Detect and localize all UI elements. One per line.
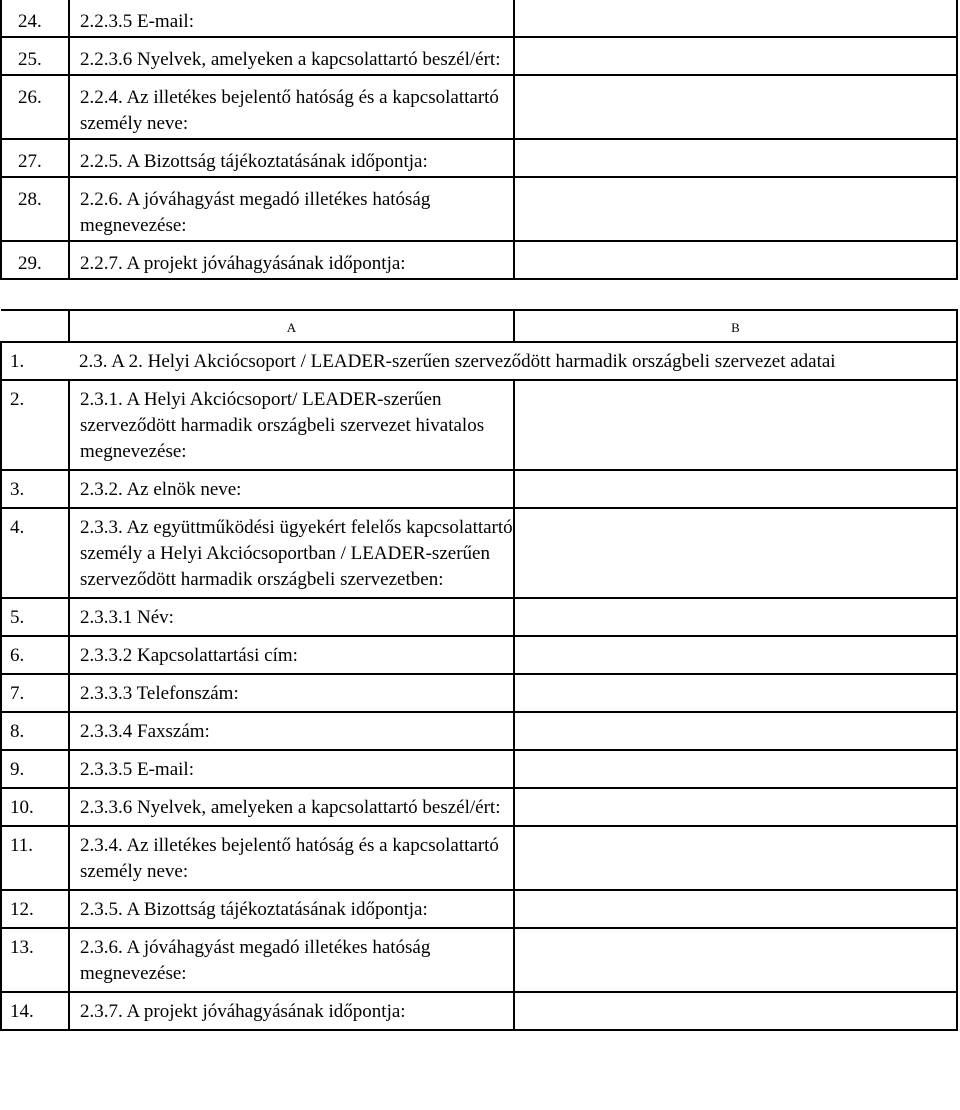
row-number: 24.: [1, 0, 69, 37]
field-label: 2.2.5. A Bizottság tájékoztatásának időpontja:: [69, 139, 514, 177]
form-row: [1, 712, 957, 750]
form-row: [1, 177, 957, 241]
field-value-cell[interactable]: [514, 712, 957, 750]
form-row: [1, 0, 957, 37]
upper-form-table-body: [1, 0, 957, 279]
row-number: 25.: [1, 37, 69, 75]
field-value-cell[interactable]: [514, 674, 957, 712]
row-number: 9.: [1, 750, 69, 788]
lower-form-table: [0, 309, 958, 1031]
form-row: [1, 241, 957, 279]
row-number: 12.: [1, 890, 69, 928]
column-header-b: B: [514, 310, 957, 342]
form-row: [1, 890, 957, 928]
field-label: 2.3.2. Az elnök neve:: [69, 470, 514, 508]
field-value-cell[interactable]: [514, 788, 957, 826]
form-row: [1, 788, 957, 826]
column-header-a: A: [69, 310, 514, 342]
row-number: 13.: [1, 928, 69, 992]
field-label: 2.2.3.5 E-mail:: [69, 0, 514, 37]
field-label: 2.3.7. A projekt jóváhagyásának időpontja:: [69, 992, 514, 1030]
field-label: 2.3.3.1 Név:: [69, 598, 514, 636]
form-row: [1, 37, 957, 75]
field-label: 2.2.6. A jóváhagyást megadó illetékes hatóság megnevezése:: [69, 177, 514, 241]
row-number: 8.: [1, 712, 69, 750]
field-label: 2.2.7. A projekt jóváhagyásának időpontja:: [69, 241, 514, 279]
form-row: [1, 139, 957, 177]
row-number: 11.: [1, 826, 69, 890]
column-header-row: [1, 310, 957, 342]
field-label: 2.3.3.3 Telefonszám:: [69, 674, 514, 712]
form-row: [1, 992, 957, 1030]
field-value-cell[interactable]: [514, 177, 957, 241]
row-number: 7.: [1, 674, 69, 712]
row-number: 27.: [1, 139, 69, 177]
field-label: 2.3.3.6 Nyelvek, amelyeken a kapcsolattartó beszél/ért:: [69, 788, 514, 826]
field-value-cell[interactable]: [514, 890, 957, 928]
field-label: 2.3.6. A jóváhagyást megadó illetékes hatóság megnevezése:: [69, 928, 514, 992]
row-number: 3.: [1, 470, 69, 508]
field-value-cell[interactable]: [514, 470, 957, 508]
lower-form-table-body: [1, 310, 957, 1030]
column-header-blank: [1, 310, 69, 342]
row-number: 28.: [1, 177, 69, 241]
field-value-cell[interactable]: [514, 380, 957, 470]
field-label: 2.2.4. Az illetékes bejelentő hatóság és a kapcsolattartó személy neve:: [69, 75, 514, 139]
form-row: [1, 508, 957, 598]
row-number: 5.: [1, 598, 69, 636]
section-title: 2.3. A 2. Helyi Akciócsoport / LEADER-szerűen szerveződött harmadik országbeli szervezet adatai: [69, 342, 957, 380]
field-label: 2.3.4. Az illetékes bejelentő hatóság és a kapcsolattartó személy neve:: [69, 826, 514, 890]
field-value-cell[interactable]: [514, 992, 957, 1030]
row-number: 14.: [1, 992, 69, 1030]
field-value-cell[interactable]: [514, 37, 957, 75]
field-value-cell[interactable]: [514, 928, 957, 992]
field-value-cell[interactable]: [514, 139, 957, 177]
field-value-cell[interactable]: [514, 75, 957, 139]
field-label: 2.3.5. A Bizottság tájékoztatásának időpontja:: [69, 890, 514, 928]
row-number: 26.: [1, 75, 69, 139]
row-number: 6.: [1, 636, 69, 674]
form-row: [1, 470, 957, 508]
form-row: [1, 750, 957, 788]
form-row: [1, 598, 957, 636]
form-row: [1, 674, 957, 712]
field-label: 2.3.3. Az együttműködési ügyekért felelős kapcsolattartó személy a Helyi Akciócsoportban / LEADER-szerűen szerveződött harmadik országbeli szervezetben:: [69, 508, 514, 598]
form-row: [1, 636, 957, 674]
field-label: 2.2.3.6 Nyelvek, amelyeken a kapcsolattartó beszél/ért:: [69, 37, 514, 75]
field-label: 2.3.3.5 E-mail:: [69, 750, 514, 788]
row-number: 10.: [1, 788, 69, 826]
field-value-cell[interactable]: [514, 826, 957, 890]
field-value-cell[interactable]: [514, 750, 957, 788]
form-row: [1, 928, 957, 992]
field-value-cell[interactable]: [514, 508, 957, 598]
form-row: [1, 826, 957, 890]
form-row: [1, 75, 957, 139]
form-row: [1, 380, 957, 470]
field-value-cell[interactable]: [514, 241, 957, 279]
row-number: 29.: [1, 241, 69, 279]
row-number: 4.: [1, 508, 69, 598]
field-label: 2.3.3.2 Kapcsolattartási cím:: [69, 636, 514, 674]
field-value-cell[interactable]: [514, 636, 957, 674]
field-value-cell[interactable]: [514, 0, 957, 37]
field-label: 2.3.1. A Helyi Akciócsoport/ LEADER-szerűen szerveződött harmadik országbeli szervezet hivatalos megnevezése:: [69, 380, 514, 470]
section-title-row: [1, 342, 957, 380]
row-number: 1.: [1, 342, 69, 380]
field-value-cell[interactable]: [514, 598, 957, 636]
upper-form-table: [0, 0, 958, 280]
field-label: 2.3.3.4 Faxszám:: [69, 712, 514, 750]
row-number: 2.: [1, 380, 69, 470]
